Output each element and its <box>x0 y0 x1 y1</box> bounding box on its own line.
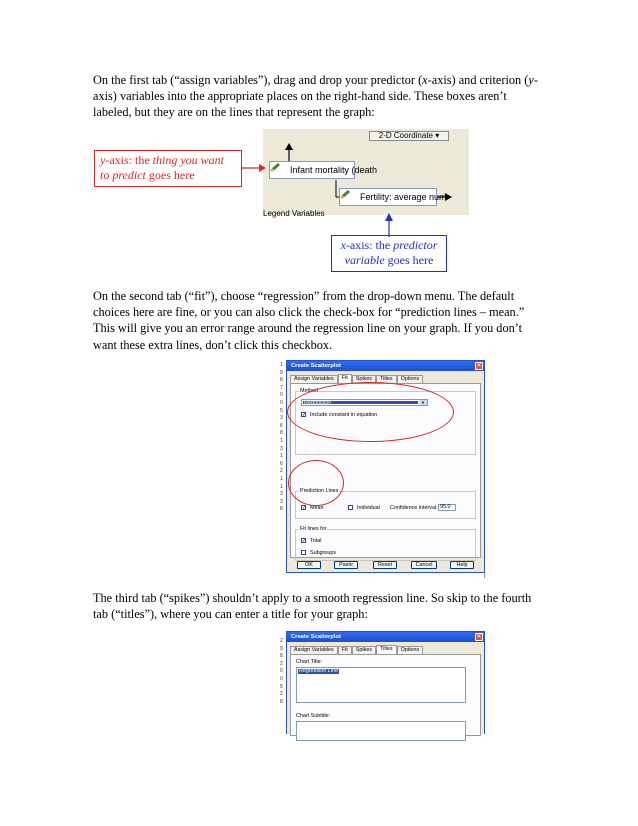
tab-fit[interactable]: Fit <box>338 646 352 654</box>
x-callout-emphasis: predictor variable <box>344 238 438 267</box>
paragraph-assign-variables <box>93 72 548 121</box>
help-button[interactable]: Help <box>450 561 474 569</box>
tab-spikes[interactable]: Spikes <box>352 646 376 654</box>
total-label: Total <box>310 538 322 544</box>
total-checkbox[interactable]: ✓ <box>302 538 307 544</box>
x-variable-name: Fertility: average num <box>360 192 447 202</box>
create-scatterplot-dialog-titles <box>286 631 485 734</box>
scale-variable-icon <box>270 162 281 172</box>
p1-text-a: On the first tab (“assign variables”), drag and drop your predictor ( <box>93 73 423 87</box>
mean-checkbox[interactable]: ✓ <box>302 505 307 511</box>
dialog-title: Create Scatterplot <box>291 363 341 369</box>
paragraph-titles-tab: The third tab (“spikes”) shouldn’t apply to a smooth regression line. So skip to the fourth tab (“titles”), where you can enter a title for your graph: <box>93 591 532 622</box>
x-axis-callout <box>331 235 447 272</box>
chart-subtitle-label: Chart Subtitle: <box>296 713 331 719</box>
assign-variables-screenshot <box>263 129 469 218</box>
subgroups-checkbox[interactable] <box>301 550 306 555</box>
confidence-interval-label: Confidence interval: <box>390 505 438 511</box>
coordinate-label: 2-D Coordinate <box>378 131 433 140</box>
x-callout-post: goes here <box>384 253 434 267</box>
p1-text-c: -axis) and criterion ( <box>427 73 529 87</box>
fit-lines-for-group <box>295 526 476 561</box>
background-gutter-digits-2: 2 9 8 2 0 0 5 2 8 <box>280 638 283 705</box>
subgroups-label: Subgroups <box>310 550 337 556</box>
confidence-interval-spinner[interactable] <box>438 504 456 511</box>
close-icon[interactable]: ✕ <box>476 634 482 640</box>
ok-button[interactable]: OK <box>297 561 321 569</box>
x-callout-pre: -axis: the <box>345 238 394 252</box>
tab-assign-variables[interactable]: Assign Variables <box>290 646 338 654</box>
x-axis-letter: x <box>340 238 346 252</box>
fit-lines-for-label: Fit lines for <box>300 526 327 532</box>
x-callout-pointer <box>384 213 394 237</box>
titles-tab-panel <box>290 654 481 736</box>
dialog-tabs <box>290 645 423 654</box>
y-axis-letter: y <box>100 153 106 167</box>
paste-button[interactable]: Paste <box>334 561 358 569</box>
tab-spikes[interactable]: Spikes <box>352 375 376 383</box>
reset-button[interactable]: Reset <box>373 561 397 569</box>
close-icon[interactable]: ✕ <box>476 363 482 369</box>
tab-titles[interactable]: Titles <box>376 375 397 383</box>
individual-checkbox[interactable] <box>348 505 353 510</box>
chevron-down-icon[interactable]: ▼ <box>419 400 427 405</box>
method-highlight-ellipse <box>287 382 454 442</box>
method-label: Method <box>300 388 318 394</box>
method-value: Regression <box>304 400 332 406</box>
tab-titles[interactable]: Titles <box>376 645 397 654</box>
tab-options[interactable]: Options <box>397 646 424 654</box>
chart-subtitle-input[interactable] <box>296 721 466 741</box>
y-callout-post: goes here <box>145 168 195 182</box>
include-constant-checkbox[interactable]: ✓ <box>302 412 307 418</box>
y-callout-emphasis: thing you want to predict <box>100 153 224 182</box>
scale-variable-icon <box>340 189 351 199</box>
dialog-titlebar[interactable] <box>287 361 484 371</box>
include-constant-label: Include constant in equation <box>310 412 378 418</box>
chart-title-input[interactable] <box>296 667 466 703</box>
tab-options[interactable]: Options <box>397 375 424 383</box>
mean-highlight-ellipse <box>288 460 344 506</box>
prediction-lines-label: Prediction Lines <box>300 488 339 494</box>
legend-variables-label: Legend Variables <box>263 209 325 218</box>
y-callout-pre: -axis: the <box>105 153 153 167</box>
dialog-titlebar[interactable] <box>287 632 484 642</box>
x-axis-drop-box[interactable] <box>339 188 447 206</box>
y-axis-callout <box>94 150 242 187</box>
chart-title-value: Regression Line <box>299 668 338 674</box>
y-axis-drop-box[interactable] <box>269 161 378 179</box>
p1-text-e: -axis) variables into the appropriate places on the right-hand side. These boxes aren’t labeled, but they are on the lines that represent the graph: <box>93 73 538 120</box>
tab-fit[interactable]: Fit <box>338 374 352 383</box>
p1-x-italic: x <box>422 73 428 87</box>
mean-label: Mean <box>310 505 324 511</box>
dialog-title: Create Scatterplot <box>291 634 341 640</box>
coordinate-dropdown[interactable]: 2-D Coordinate ▾ <box>369 131 449 141</box>
confidence-interval-value: 95.0 <box>440 504 451 510</box>
cancel-button[interactable]: Cancel <box>411 561 437 569</box>
y-callout-pointer <box>242 163 266 173</box>
y-variable-name: Infant mortality (death <box>290 165 378 175</box>
tab-assign-variables[interactable]: Assign Variables <box>290 375 338 383</box>
paragraph-fit-tab: On the second tab (“fit”), choose “regression” from the drop-down menu. The default choices here are fine, or you can also click the check-box for “prediction lines – mean.” This will give you an error range around the regression line on your graph. If you don’t want these extra lines, don’t click this checkbox. <box>93 289 525 352</box>
p1-y-italic: y <box>528 73 534 87</box>
individual-label: Individual <box>357 505 380 511</box>
background-gutter-digits: 1 9 8 7 0 0 5 3 6 8 1 3 1 6 2 1 1 3 3 8 <box>280 362 283 513</box>
chart-title-label: Chart Title: <box>296 659 323 665</box>
